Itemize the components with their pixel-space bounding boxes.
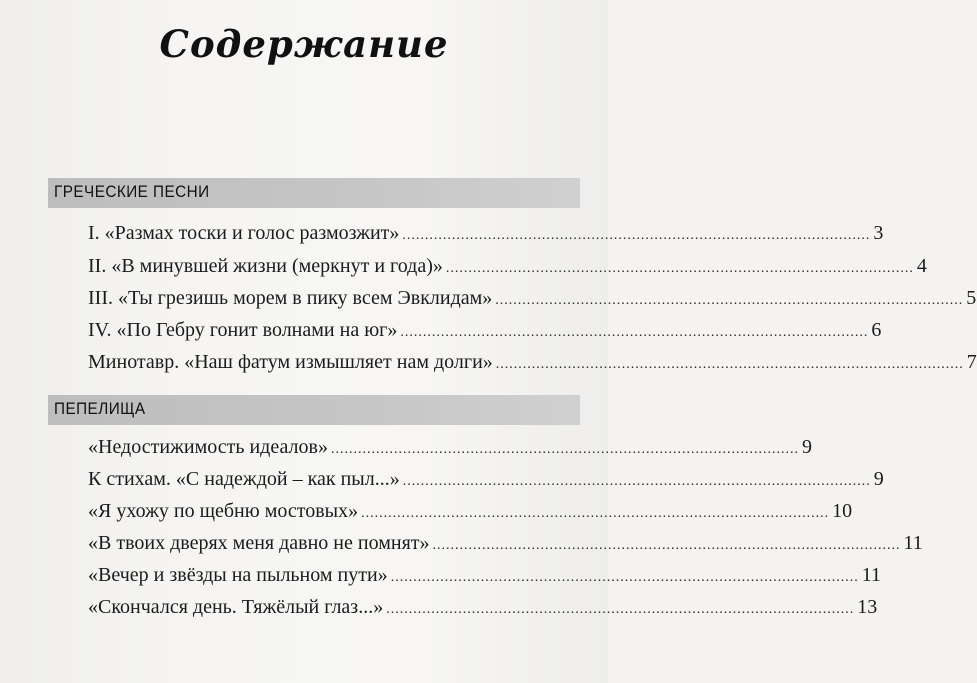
toc-page-number: 3 [873,222,884,244]
toc-entry-title: «В твоих дверях меня давно не помнят» [88,532,430,554]
toc-entry-title: IV. «По Гебру гонит волнами на юг» [88,319,398,341]
toc-page-number: 7 [966,351,977,373]
toc-page-number: 13 [857,596,878,618]
section-header-greek-songs [48,178,580,208]
toc-entry-title: II. «В минувшей жизни (меркнут и года)» [88,255,443,277]
toc-leader-dots: ........................................................................................................ [495,357,964,372]
toc-page-number: 11 [903,532,923,554]
section-label: ГРЕЧЕСКИЕ ПЕСНИ [54,182,210,201]
toc-page-number: 5 [966,287,977,309]
toc-leader-dots: ........................................................................................................ [445,261,914,276]
toc-entry [88,319,882,345]
section-header-ashes [48,395,580,425]
toc-entry [88,351,977,377]
toc-leader-dots: ........................................................................................................ [402,228,871,243]
toc-entry [88,222,884,248]
section-label: ПЕПЕЛИЩА [54,399,146,418]
toc-leader-dots: ........................................................................................................ [432,538,901,553]
page-title: Содержание [159,22,449,66]
toc-entry-title: «Вечер и звёзды на пыльном пути» [88,564,388,586]
toc-leader-dots: ........................................................................................................ [361,506,830,521]
toc-entry-title: «Я ухожу по щебню мостовых» [88,500,359,522]
toc-entry [88,564,881,590]
toc-entry-title: III. «Ты грезишь морем в пику всем Эвклидам» [88,287,493,309]
toc-entry-title: «Недостижимость идеалов» [88,436,328,458]
toc-leader-dots: ........................................................................................................ [495,293,964,308]
toc-entry [88,500,853,526]
toc-entry [88,532,923,558]
toc-entry [88,436,812,462]
toc-entry [88,287,977,313]
toc-entry-title: «Скончался день. Тяжёлый глаз...» [88,596,384,618]
toc-leader-dots: ........................................................................................................ [402,474,871,489]
toc-page-number: 6 [871,319,882,341]
toc-entry-title: Минотавр. «Наш фатум измышляет нам долги» [88,351,493,373]
toc-page-number: 9 [873,468,884,490]
toc-entry [88,255,927,281]
toc-entry [88,596,878,622]
toc-page-number: 4 [916,255,927,277]
toc-page-number: 11 [861,564,881,586]
toc-page-number: 10 [832,500,853,522]
toc-entry-title: I. «Размах тоски и голос размозжит» [88,222,400,244]
toc-leader-dots: ........................................................................................................ [400,325,869,340]
toc-entry-title: К стихам. «С надеждой – как пыл...» [88,468,400,490]
toc-leader-dots: ........................................................................................................ [330,442,799,457]
toc-leader-dots: ........................................................................................................ [386,602,855,617]
toc-page-number: 9 [801,436,812,458]
toc-entry [88,468,884,494]
toc-leader-dots: ........................................................................................................ [390,570,859,585]
